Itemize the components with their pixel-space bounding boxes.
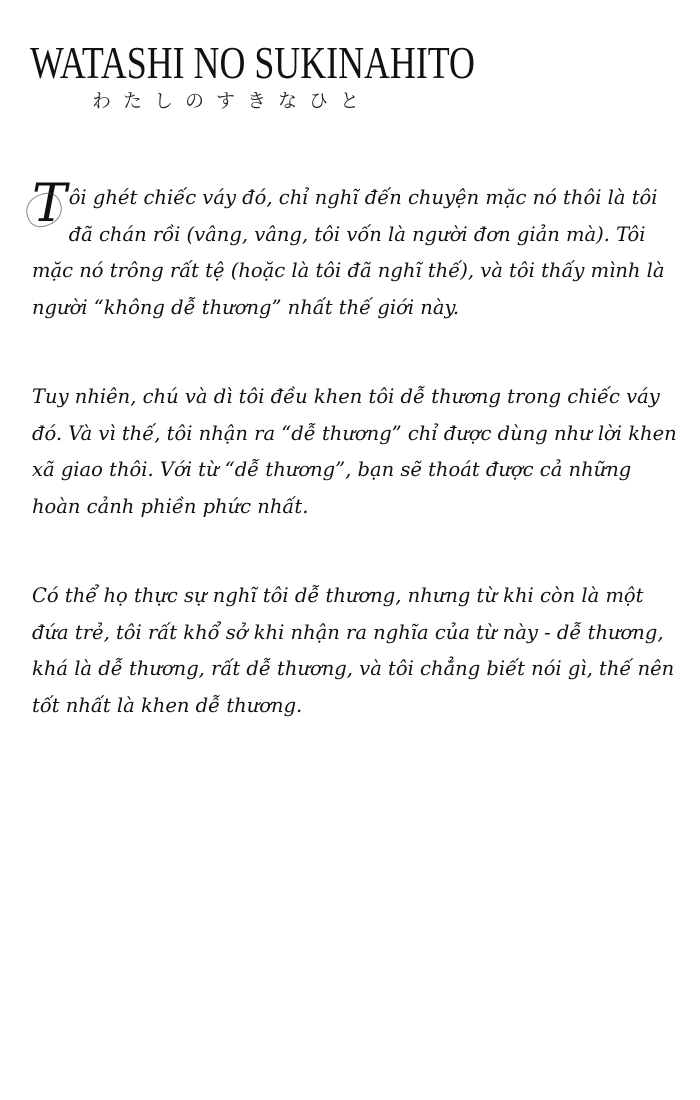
paragraph-1-text: ôi ghét chiếc váy đó, chỉ nghĩ đến chuyện mặc nó thôi là tôi đã chán rồi (vâng, vâng, tôi vốn là người đơn giản mà). Tôi mặc nó trông rất tệ (hoặc là tôi đã nghĩ thế), và tôi thấy mình là người “không dễ thương” nhất thế giới này. bbox=[32, 186, 665, 319]
paragraph-2 bbox=[32, 379, 682, 525]
paragraph-2-text: Tuy nhiên, chú và dì tôi đều khen tôi dễ thương trong chiếc váy đó. Và vì thế, tôi nhận ra “dễ thương” chỉ được dùng như lời khen xã giao thôi. Với từ “dễ thương”, bạn sẽ thoát được cả những hoàn cảnh phiền phức nhất. bbox=[32, 385, 677, 518]
body-text bbox=[32, 174, 682, 777]
paragraph-3 bbox=[32, 578, 682, 724]
page-title: WATASHI NO SUKINAHITO bbox=[30, 37, 475, 88]
paragraph-3-text: Có thể họ thực sự nghĩ tôi dễ thương, nhưng từ khi còn là một đứa trẻ, tôi rất khổ sở khi nhận ra nghĩa của từ này - dễ thương, khá là dễ thương, rất dễ thương, và tôi chẳng biết nói gì, thế nên tốt nhất là khen dễ thương. bbox=[32, 584, 675, 717]
drop-cap: T bbox=[32, 174, 67, 234]
paragraph-1 bbox=[32, 174, 682, 326]
page-subtitle: わたしのすきなひと bbox=[92, 90, 372, 112]
